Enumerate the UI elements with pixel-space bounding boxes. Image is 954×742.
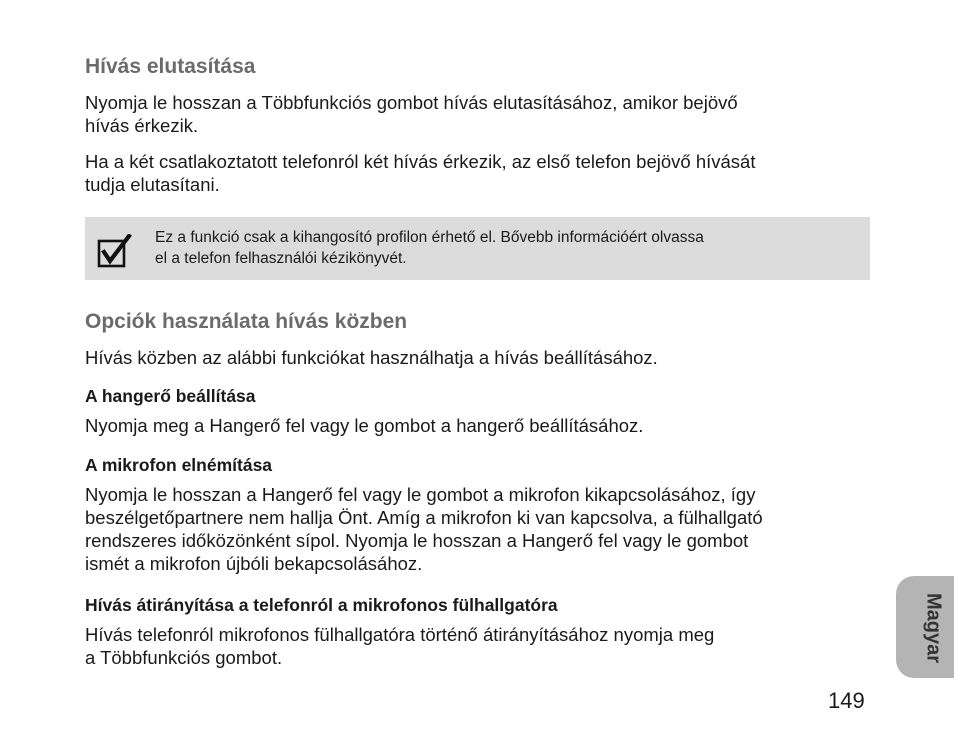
subheading-transfer: Hívás átirányítása a telefonról a mikrofonos fülhallgatóra xyxy=(85,595,558,615)
text-line: ismét a mikrofon újbóli bekapcsolásához. xyxy=(85,553,423,574)
paragraph-options-intro: Hívás közben az alábbi funkciókat használhatja a hívás beállításához. xyxy=(85,347,658,368)
text-line: tudja elutasítani. xyxy=(85,174,220,195)
section-heading-call-reject: Hívás elutasítása xyxy=(85,55,256,78)
paragraph-reject-long-press xyxy=(85,91,870,137)
paragraph-transfer xyxy=(85,623,870,669)
paragraph-two-phones xyxy=(85,150,870,196)
text-line: Hívás telefonról mikrofonos fülhallgatóra történő átirányításához nyomja meg xyxy=(85,624,715,645)
text-line: Nyomja le hosszan a Hangerő fel vagy le gombot a mikrofon kikapcsolásához, így xyxy=(85,484,756,505)
page-number: 149 xyxy=(828,688,865,713)
text-line: hívás érkezik. xyxy=(85,115,199,136)
text-line: Nyomja le hosszan a Többfunkciós gombot hívás elutasításához, amikor bejövő xyxy=(85,92,738,113)
text-line: beszélgetőpartnere nem hallja Önt. Amíg a mikrofon ki van kapcsolva, a fülhallgató xyxy=(85,507,763,528)
text-line: el a telefon felhasználói kézikönyvét. xyxy=(155,250,407,267)
paragraph-volume: Nyomja meg a Hangerő fel vagy le gombot a hangerő beállításához. xyxy=(85,415,644,436)
paragraph-mute xyxy=(85,483,870,575)
checkbox-check-icon xyxy=(97,234,133,268)
note-box xyxy=(85,217,870,280)
subheading-mute: A mikrofon elnémítása xyxy=(85,455,273,475)
subheading-volume: A hangerő beállítása xyxy=(85,386,256,406)
language-tab-label: Magyar xyxy=(922,592,945,664)
section-heading-call-options: Opciók használata hívás közben xyxy=(85,310,408,333)
text-line: Ha a két csatlakoztatott telefonról két hívás érkezik, az első telefon bejövő hívását xyxy=(85,151,756,172)
text-line: Ez a funkció csak a kihangosító profilon érhető el. Bővebb információért olvassa xyxy=(155,229,704,246)
text-line: a Többfunkciós gombot. xyxy=(85,647,283,668)
text-line: rendszeres időközönként sípol. Nyomja le hosszan a Hangerő fel vagy le gombot xyxy=(85,530,749,551)
note-text xyxy=(155,227,855,269)
